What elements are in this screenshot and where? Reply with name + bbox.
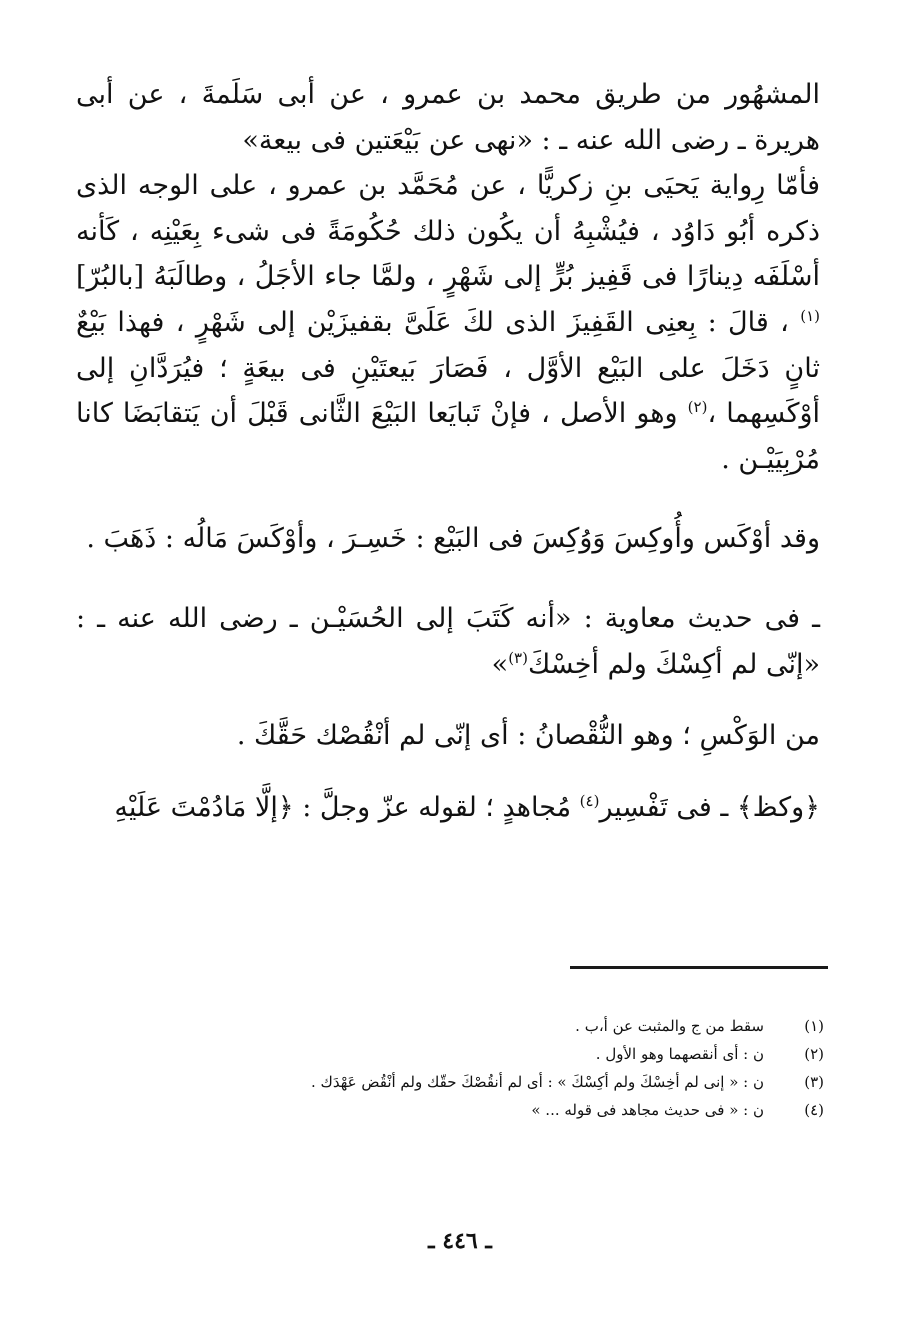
footnote-text: سقط من ج والمثبت عن أ،ب .: [575, 1017, 764, 1035]
paragraph-4: [76, 596, 820, 687]
paragraph-5-text: من الوَكْسِ ؛ وهو النُّقْصانُ : أى إنّى لم أنْقُصْك حَقَّكَ .: [236, 720, 820, 752]
footnote-number: (٢): [804, 1045, 824, 1063]
footnote-text: ن : « فى حديث مجاهد فى قوله ... »: [531, 1101, 764, 1119]
paragraph-5: [76, 713, 820, 759]
footnote-2: [84, 1040, 824, 1068]
paragraph-6-text-b: مُجاهدٍ ؛ لقوله عزّ وجلَّ : ﴿إلَّا مَادُمْتَ عَلَيْهِ: [114, 791, 580, 823]
paragraph-4-text-b: »: [491, 648, 509, 680]
paragraph-2-text-c: وهو الأصل ، فإنْ تَبايَعا البَيْعَ الثَّانى قَبْلَ أن يَتقابَضَا كانا مُرْبِيَيْـن .: [76, 398, 820, 475]
paragraph-2: [76, 163, 820, 482]
footnote-divider: [570, 966, 828, 969]
footnotes: [84, 1012, 824, 1124]
paragraph-3: [76, 516, 820, 562]
paragraph-6-text-a: ﴿وكظ﴾ ـ فى تَفْسِير: [599, 791, 820, 823]
footnote-3: [84, 1068, 824, 1096]
page-number: ـ ٤٤٦ ـ: [428, 1228, 492, 1254]
paragraph-1-text: المشهُور من طريق محمد بن عمرو ، عن أبى سَلَمةَ ، عن أبى هريرة ـ رضى الله عنه ـ : «نهى عن بَيْعَتين فى بيعة»: [76, 79, 820, 156]
footnote-ref-2: (٢): [687, 398, 708, 417]
footnote-text: ن : أى أنقصهما وهو الأول .: [595, 1045, 764, 1063]
footnote-ref-3: (٣): [508, 648, 528, 667]
main-text: [76, 72, 820, 830]
paragraph-4-text-a: ـ فى حديث معاوية : «أنه كَتَبَ إلى الحُسَيْـن ـ رضى الله عنه ـ : «إنّى لم أكِسْكَ ولم أخِسْكَ: [76, 602, 820, 680]
footnote-1: [84, 1012, 824, 1040]
paragraph-2-text-b: ، قالَ : بِعنِى القَفِيزَ الذى لكَ عَلَىَّ بقفيزَيْن إلى شَهْرٍ ، فهذا بَيْعٌ ثانٍ دَخَلَ على البَيْع الأوَّل ، فَصَارَ بَيعتَيْنِ فى بيعَةٍ ؛ فيُرَدَّانِ إلى أوْكَسِهما ،: [76, 306, 820, 430]
paragraph-6: [76, 785, 820, 831]
paragraph-2-text-a: فأمّا رِواية يَحيَى بنِ زكريًّا ، عن مُحَمَّد بن عمرو ، على الوجه الذى ذكره أبُو دَاوُد ، فيُشْبِهُ أن يكُون ذلك حُكُومَةً فى شىء بِعَيْنِه ، كَأنه أسْلَفَه دِينارًا فى قَفِيز بُرٍّ إلى شَهْرٍ ، ولمَّا جاء الأجَلُ ، وطالَبَهُ [بالبُرّ]: [76, 170, 820, 293]
footnote-number: (١): [804, 1017, 824, 1035]
footnote-4: [84, 1096, 824, 1124]
paragraph-3-text: وقد أوْكَس وأُوكِسَ وَوُكِسَ فى البَيْع : خَسِـرَ ، وأوْكَسَ مَالُه : ذَهَبَ .: [86, 523, 820, 555]
footnote-number: (٤): [804, 1101, 824, 1119]
footnote-text: ن : « إنى لم أخِسْكَ ولم أكِسْكَ » : أى لم أنقُصْكَ حقّك ولم أنْقُض عَهْدَك .: [310, 1073, 764, 1091]
paragraph-1: [76, 72, 820, 163]
footnote-ref-1: (١): [800, 306, 820, 325]
footnote-ref-4: (٤): [579, 791, 600, 810]
footnote-number: (٣): [804, 1073, 824, 1091]
